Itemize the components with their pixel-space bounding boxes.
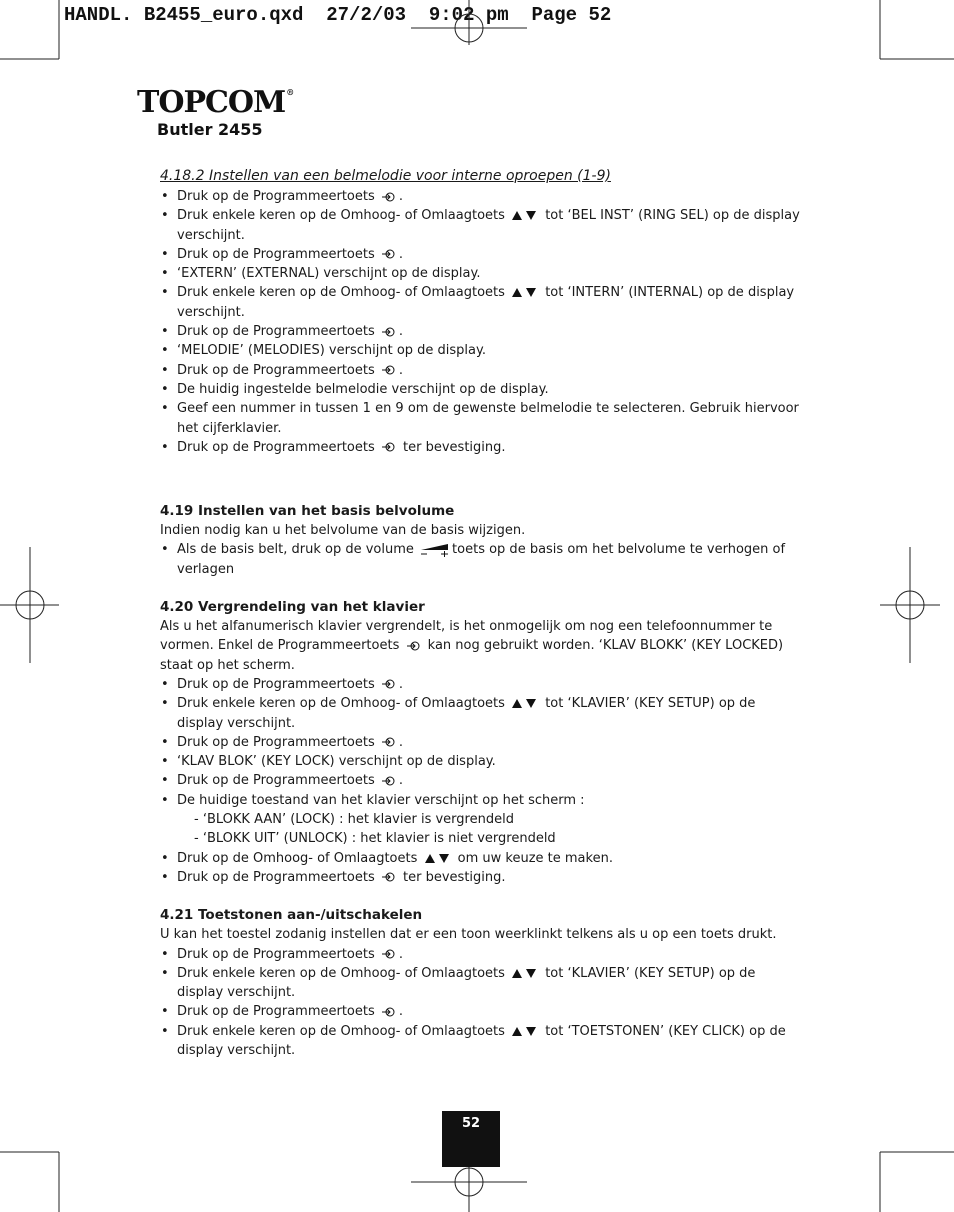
up-down-arrows-icon <box>511 210 539 221</box>
list-item: • Druk op de Programmeertoets . <box>160 733 800 752</box>
list-item: • Druk op de Programmeertoets . <box>160 361 800 380</box>
model-name: Butler 2455 <box>157 120 263 139</box>
section-4-19-list <box>160 540 800 579</box>
program-key-icon <box>381 248 397 260</box>
section-4-18-2-title: 4.18.2 Instellen van een belmelodie voor interne oproepen (1-9) <box>160 168 611 184</box>
program-key-icon <box>381 678 397 690</box>
page-number: 52 <box>442 1111 500 1167</box>
list-item: • Druk enkele keren op de Omhoog- of Omlaagtoets tot ‘INTERN’ (INTERNAL) op de display verschijnt. <box>160 283 800 322</box>
up-down-arrows-icon <box>511 698 539 709</box>
up-down-arrows-icon <box>511 1026 539 1037</box>
lock-option-off: - ‘BLOKK UIT’ (UNLOCK) : het klavier is niet vergrendeld <box>194 831 556 847</box>
list-item: • Druk op de Omhoog- of Omlaagtoets om uw keuze te maken. <box>160 849 800 868</box>
list-item: • Druk op de Programmeertoets . <box>160 675 800 694</box>
volume-key-icon <box>420 542 450 558</box>
section-4-21-title: 4.21 Toetstonen aan-/uitschakelen <box>160 907 423 924</box>
program-key-icon <box>381 326 397 338</box>
section-4-19-title: 4.19 Instellen van het basis belvolume <box>160 503 455 520</box>
program-key-icon <box>381 191 397 203</box>
program-key-icon <box>381 1006 397 1018</box>
list-item: • De huidige toestand van het klavier verschijnt op het scherm : - ‘BLOKK AAN’ (LOCK) : het klavier is vergrendeld - ‘BLOKK UIT’ (UNLOCK) : het klavier is niet vergrendeld <box>160 791 800 849</box>
list-item: • ‘EXTERN’ (EXTERNAL) verschijnt op de display. <box>160 264 800 283</box>
list-item: • Druk op de Programmeertoets ter bevestiging. <box>160 868 800 887</box>
list-item: • Als de basis belt, druk op de volume toets op de basis om het belvolume te verhogen of verlagen <box>160 540 800 579</box>
list-item: • Druk op de Programmeertoets . <box>160 187 800 206</box>
section-4-21-intro: U kan het toestel zodanig instellen dat er een toon weerklinkt telkens als u op een toets drukt. <box>160 927 777 943</box>
topcom-logo: TOPCOM® <box>137 85 294 120</box>
section-4-19-intro: Indien nodig kan u het belvolume van de basis wijzigen. <box>160 523 526 539</box>
section-4-20-intro: Als u het alfanumerisch klavier vergrendelt, is het onmogelijk om nog een telefoonnummer te vormen. Enkel de Programmeertoets kan nog gebruikt worden. ‘KLAV BLOKK’ (KEY LOCKED) staat op het scherm. <box>160 619 784 673</box>
up-down-arrows-icon <box>424 853 452 864</box>
program-key-icon <box>381 364 397 376</box>
list-item: • Druk enkele keren op de Omhoog- of Omlaagtoets tot ‘KLAVIER’ (KEY SETUP) op de display verschijnt. <box>160 964 800 1003</box>
list-item: • Druk op de Programmeertoets . <box>160 245 800 264</box>
file-slug: HANDL. B2455_euro.qxd 27/2/03 9:02 pm Page 52 <box>64 4 612 26</box>
program-key-icon <box>406 640 422 652</box>
list-item: • Druk op de Programmeertoets . <box>160 322 800 341</box>
section-4-21-list <box>160 945 800 1061</box>
program-key-icon <box>381 441 397 453</box>
list-item: • ‘MELODIE’ (MELODIES) verschijnt op de display. <box>160 341 800 360</box>
list-item: • De huidig ingestelde belmelodie verschijnt op de display. <box>160 380 800 399</box>
list-item: • ‘KLAV BLOK’ (KEY LOCK) verschijnt op de display. <box>160 752 800 771</box>
lock-option-on: - ‘BLOKK AAN’ (LOCK) : het klavier is vergrendeld <box>194 812 514 828</box>
list-item: • Druk enkele keren op de Omhoog- of Omlaagtoets tot ‘TOETSTONEN’ (KEY CLICK) op de display verschijnt. <box>160 1022 800 1061</box>
list-item: • Druk op de Programmeertoets ter bevestiging. <box>160 438 800 457</box>
list-item: • Druk enkele keren op de Omhoog- of Omlaagtoets tot ‘KLAVIER’ (KEY SETUP) op de display verschijnt. <box>160 694 800 733</box>
program-key-icon <box>381 948 397 960</box>
section-4-20-title: 4.20 Vergrendeling van het klavier <box>160 599 425 616</box>
up-down-arrows-icon <box>511 968 539 979</box>
list-item: • Geef een nummer in tussen 1 en 9 om de gewenste belmelodie te selecteren. Gebruik hiervoor het cijferklavier. <box>160 399 800 438</box>
program-key-icon <box>381 736 397 748</box>
list-item: • Druk op de Programmeertoets . <box>160 945 800 964</box>
section-4-18-2-list <box>160 187 800 457</box>
up-down-arrows-icon <box>511 287 539 298</box>
program-key-icon <box>381 775 397 787</box>
section-4-20-list <box>160 675 800 887</box>
list-item: • Druk op de Programmeertoets . <box>160 1002 800 1021</box>
list-item: • Druk enkele keren op de Omhoog- of Omlaagtoets tot ‘BEL INST’ (RING SEL) op de display verschijnt. <box>160 206 800 245</box>
program-key-icon <box>381 871 397 883</box>
list-item: • Druk op de Programmeertoets . <box>160 771 800 790</box>
page-content <box>160 166 800 1060</box>
